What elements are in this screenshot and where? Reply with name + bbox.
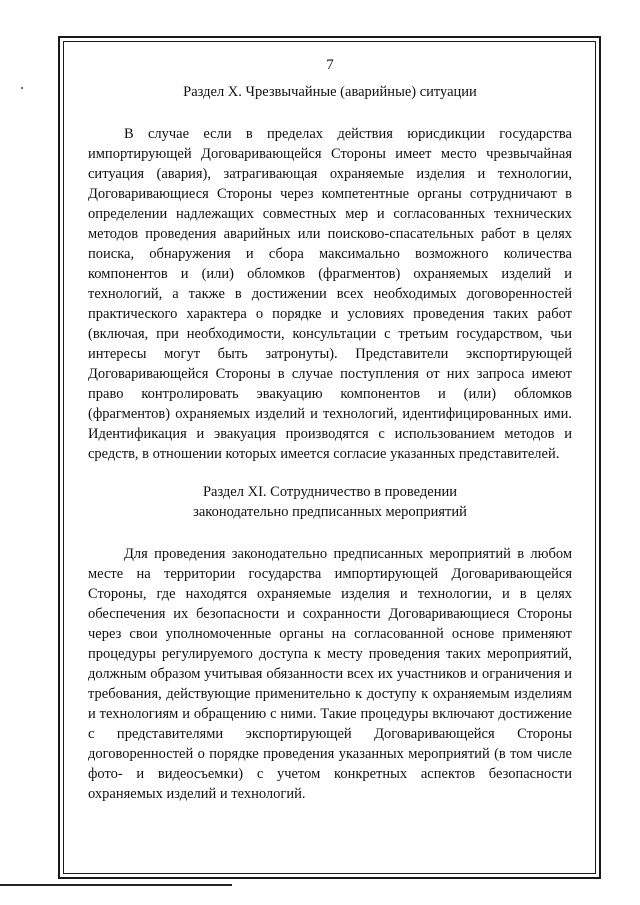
page-number: 7: [326, 57, 334, 73]
document-body: [88, 56, 572, 804]
section-10-paragraph: В случае если в пределах действия юрисдикции государства импортирующей Договаривающейся Стороны имеет место чрезвычайная ситуация (авария), затрагивающая охраняемые изделия и технологии, Договаривающиеся Стороны через компетентные органы сотрудничают в определении надлежащих совместных мер и согласованных технических методов проведения аварийных или поисково-спасательных работ в целях поиска, обнаружения и сбора максимально возможного количества компонентов и (или) обломков (фрагментов) охраняемых изделий и технологий, а также в достижении всех необходимых договоренностей практического характера о порядке и условиях проведения таких работ (включая, при необходимости, консультации с третьим государством, чьи интересы могут быть затронуты). Представители экспортирующей Договаривающейся Стороны в случае поступления от них запроса имеют право контролировать эвакуацию компонентов и (или) обломков (фрагментов) охраняемых изделий и технологий, идентифицированных ими. Идентификация и эвакуация производятся с использованием методов и средств, в отношении которых имеется согласие указанных представителей.: [88, 126, 572, 462]
section-11-title-line-2: законодательно предписанных мероприятий: [193, 504, 467, 520]
section-11-title: [88, 482, 572, 522]
footer-rule: [0, 884, 232, 886]
scan-speck: [21, 87, 23, 89]
section-11-paragraph: Для проведения законодательно предписанных мероприятий в любом месте на территории государства импортирующей Договаривающейся Стороны, где находятся охраняемые изделия и технологии, и в целях обеспечения их безопасности и сохранности Договаривающиеся Стороны через свои уполномоченные органы на согласованной основе применяют процедуры регулируемого доступа к месту проведения таких мероприятий, должным образом учитывая обязанности всех их участников и ограничения и требования, действующие применительно к доступу к охраняемым изделиям и технологиям и обращению с ними. Такие процедуры включают достижение с представителями экспортирующей Договаривающейся Стороны договоренностей о порядке проведения указанных мероприятий (в том числе фото- и видеосъемки) с учетом конкретных аспектов безопасности охраняемых изделий и технологий.: [88, 546, 572, 802]
section-10-title: Раздел X. Чрезвычайные (аварийные) ситуации: [183, 84, 477, 100]
section-11-title-line-1: Раздел XI. Сотрудничество в проведении: [202, 484, 458, 500]
